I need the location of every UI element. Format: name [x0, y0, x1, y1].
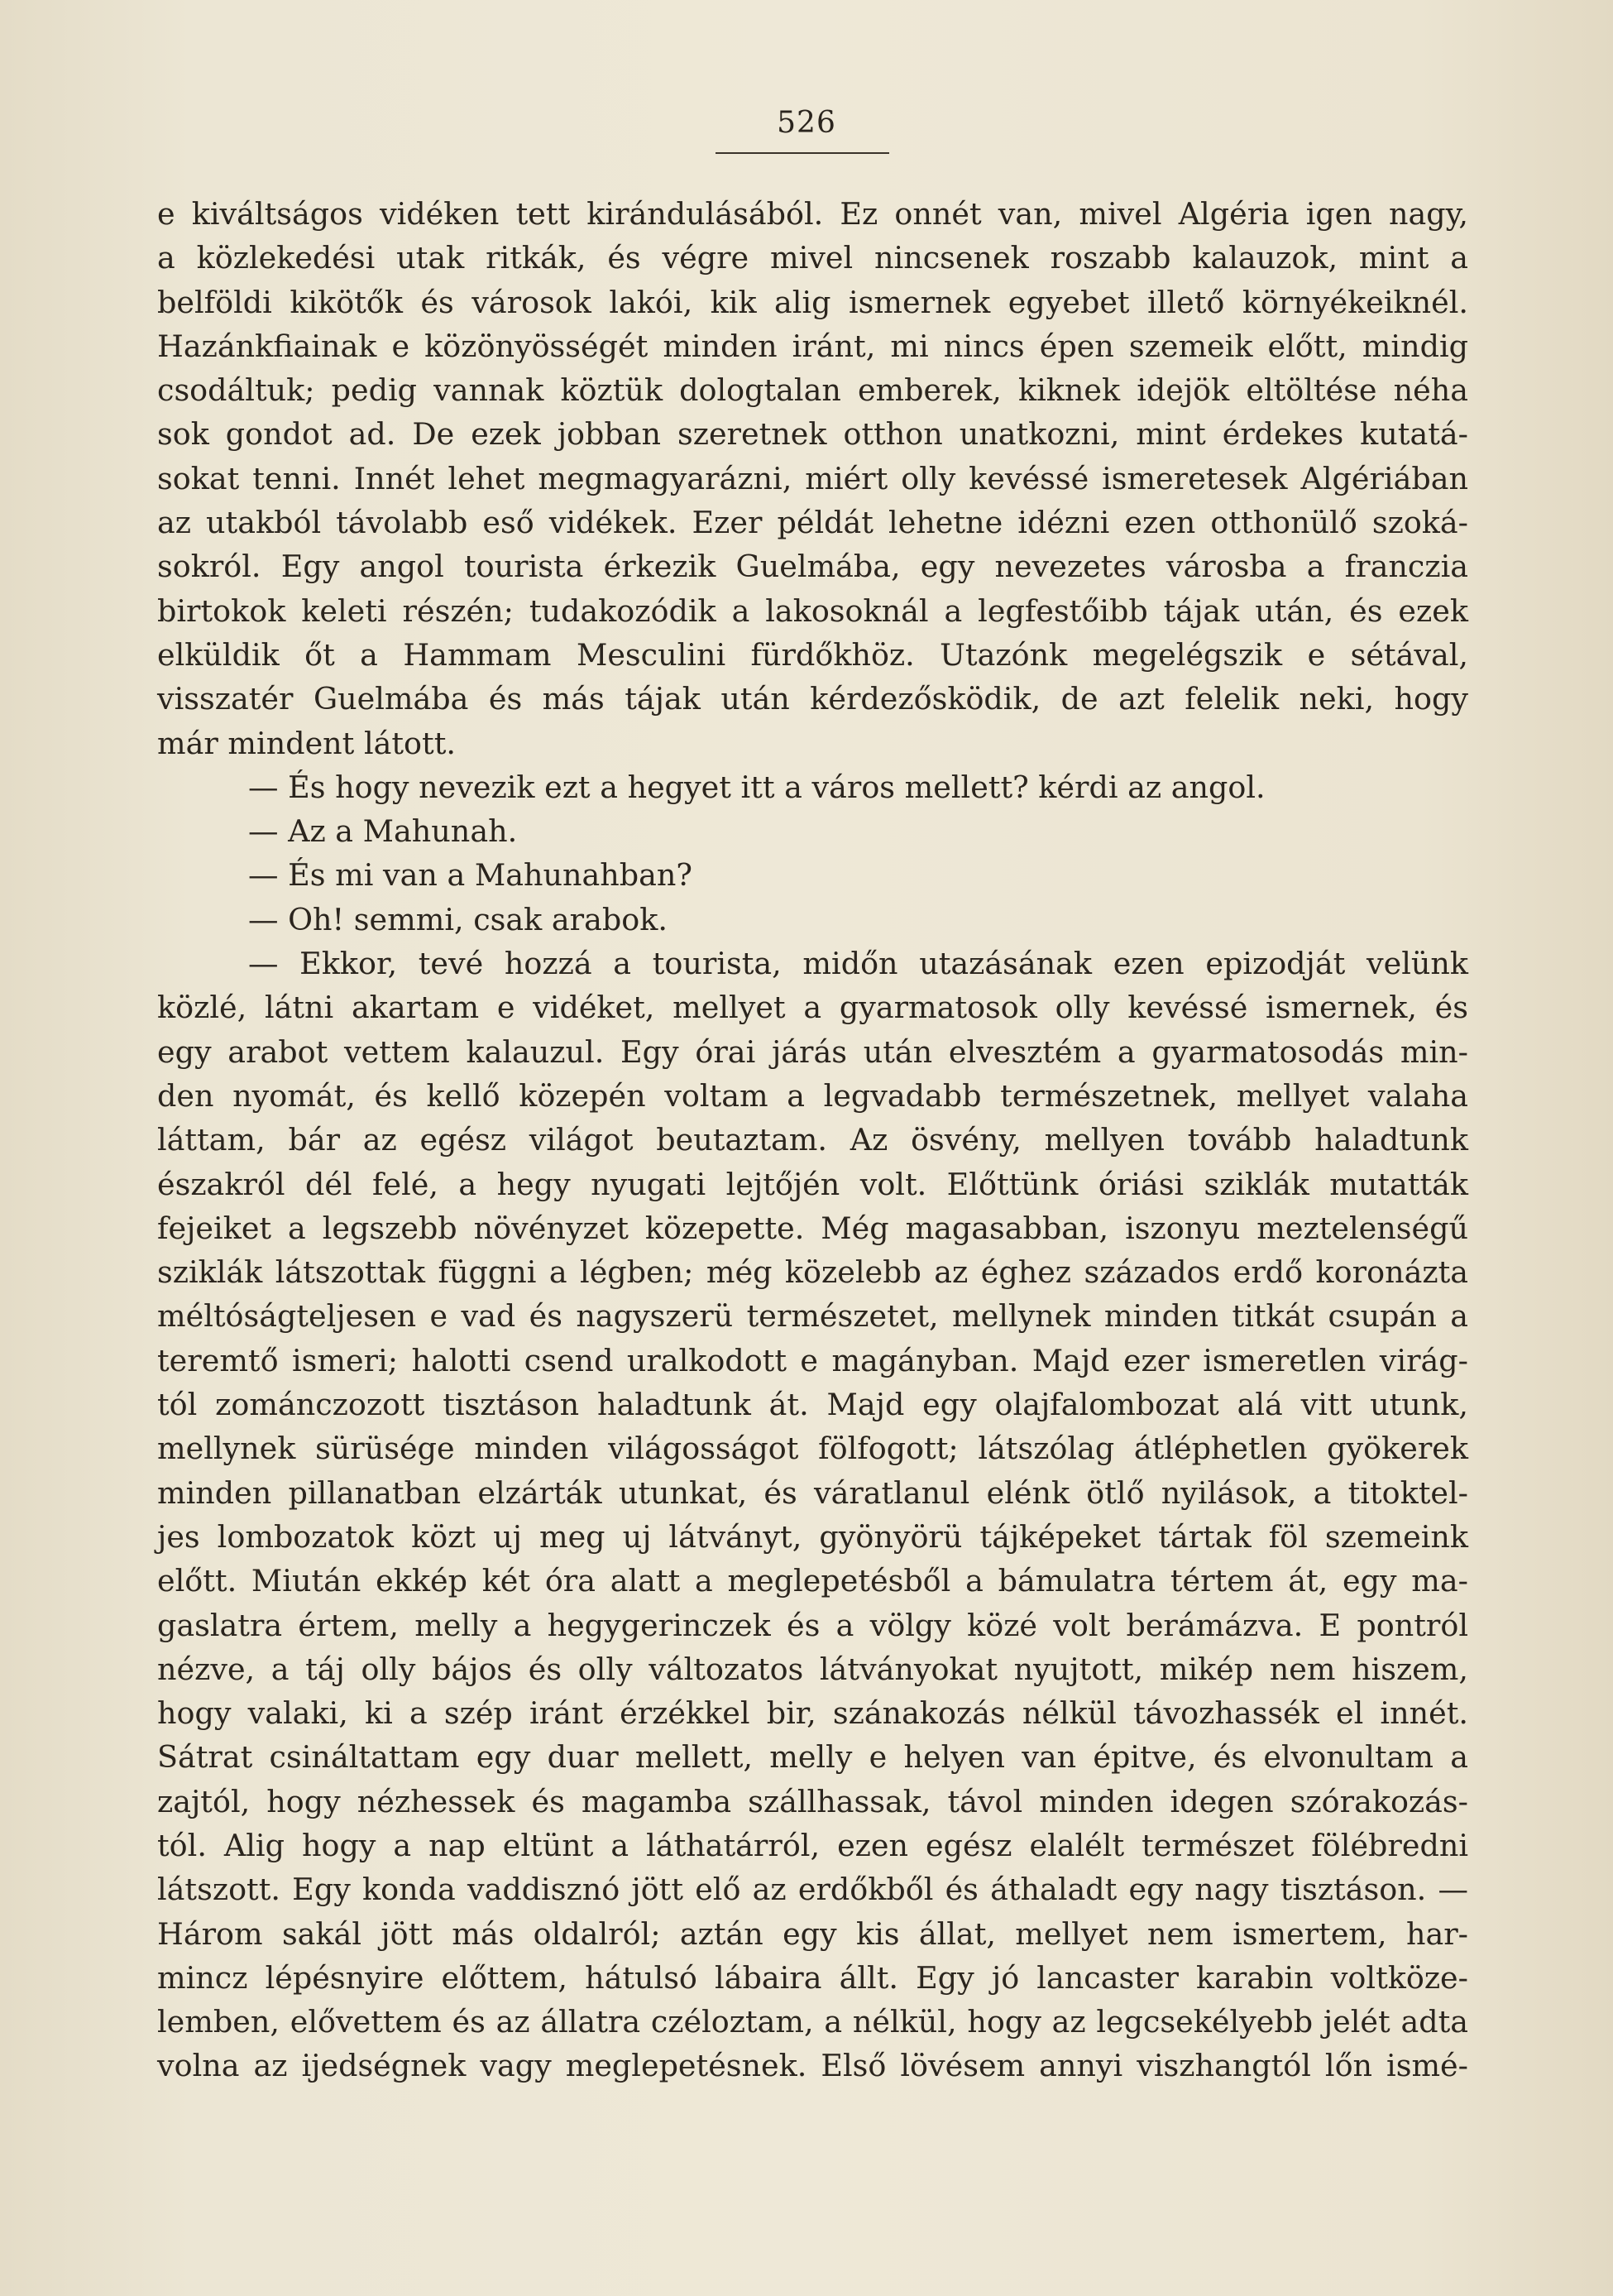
- text-line: e kiváltságos vidéken tett kirándulásából. Ez onnét van, mivel Algéria igen nagy,: [157, 196, 1468, 232]
- text-line: látszott. Egy konda vaddisznó jött elő az erdőkből és áthaladt egy nagy tisztáson. —: [157, 1872, 1468, 1908]
- text-line: — És mi van a Mahunahban?: [248, 857, 692, 894]
- page-number: 526: [777, 106, 836, 140]
- text-line: — Az a Mahunah.: [248, 813, 518, 850]
- text-line: — Ekkor, tevé hozzá a tourista, midőn utazásának ezen epizodját velünk: [248, 946, 1468, 982]
- text-line: Sátrat csináltattam egy duar mellett, melly e helyen van épitve, és elvonultam a: [157, 1739, 1468, 1776]
- text-line: sokról. Egy angol tourista érkezik Guelmába, egy nevezetes városba a franczia: [157, 549, 1468, 585]
- text-line: méltóságteljesen e vad és nagyszerü természetet, mellynek minden titkát csupán a: [157, 1298, 1468, 1335]
- text-line: láttam, bár az egész világot beutaztam. Az ösvény, mellyen tovább haladtunk: [157, 1122, 1468, 1158]
- text-line: sokat tenni. Innét lehet megmagyarázni, miért olly kevéssé ismeretesek Algériában: [157, 460, 1468, 496]
- text-line: sziklák látszottak függni a légben; még közelebb az éghez százados erdő koronázta: [157, 1254, 1468, 1291]
- text-line: a közlekedési utak ritkák, és végre mivel nincsenek roszabb kalauzok, mint a: [157, 240, 1468, 276]
- text-line: visszatér Guelmába és más tájak után kérdezősködik, de azt felelik neki, hogy: [157, 681, 1468, 717]
- text-line: mincz lépésnyire előttem, hátulsó lábaira állt. Egy jó lancaster karabin voltköze-: [157, 1959, 1468, 1996]
- text-line: Három sakál jött más oldalról; aztán egy kis állat, mellyet nem ismertem, har-: [157, 1915, 1468, 1952]
- text-line: gaslatra értem, melly a hegygerinczek és a völgy közé volt berámázva. E pontról: [157, 1607, 1468, 1643]
- header-rule: [716, 152, 889, 154]
- text-line: tól zománczozott tisztáson haladtunk át. Majd egy olajfalombozat alá vitt utunk,: [157, 1387, 1468, 1423]
- text-line: — És hogy nevezik ezt a hegyet itt a város mellett? kérdi az angol.: [248, 769, 1266, 805]
- text-line: den nyomát, és kellő közepén voltam a legvadabb természetnek, mellyet valaha: [157, 1077, 1468, 1114]
- text-line: közlé, látni akartam e vidéket, mellyet a gyarmatosok olly kevéssé ismernek, és: [157, 990, 1468, 1026]
- body-text: [157, 192, 1468, 2088]
- text-line: nézve, a táj olly bájos és olly változatos látványokat nyujtott, mikép nem hiszem,: [157, 1651, 1468, 1687]
- text-line: sok gondot ad. De ezek jobban szeretnek otthon unatkozni, mint érdekes kutatá-: [157, 416, 1468, 453]
- text-line: jes lombozatok közt uj meg uj látványt, gyönyörü tájképeket tártak föl szemeink: [157, 1518, 1468, 1555]
- text-line: belföldi kikötők és városok lakói, kik alig ismernek egyebet illető környékeiknél.: [157, 284, 1468, 320]
- text-line: volna az ijedségnek vagy meglepetésnek. Első lövésem annyi viszhangtól lőn ismé-: [157, 2048, 1468, 2084]
- text-line: már mindent látott.: [157, 725, 456, 761]
- text-line: előtt. Miután ekkép két óra alatt a meglepetésből a bámulatra tértem át, egy ma-: [157, 1563, 1468, 1599]
- text-line: északról dél felé, a hegy nyugati lejtőjén volt. Előttünk óriási sziklák mutatták: [157, 1166, 1468, 1202]
- text-line: egy arabot vettem kalauzul. Egy órai járás után elvesztém a gyarmatosodás min-: [157, 1033, 1468, 1070]
- text-line: teremtő ismeri; halotti csend uralkodott e magányban. Majd ezer ismeretlen virág-: [157, 1342, 1468, 1378]
- text-line: fejeiket a legszebb növényzet közepette. Még magasabban, iszonyu meztelenségű: [157, 1210, 1468, 1246]
- text-line: zajtól, hogy nézhessek és magamba szállhassak, távol minden idegen szórakozás-: [157, 1783, 1468, 1819]
- text-line: mellynek sürüsége minden világosságot fölfogott; látszólag átléphetlen gyökerek: [157, 1431, 1468, 1467]
- text-line: hogy valaki, ki a szép iránt érzékkel bir, szánakozás nélkül távozhassék el innét.: [157, 1695, 1468, 1732]
- text-line: Hazánkfiainak e közönyösségét minden iránt, mi nincs épen szemeik előtt, mindig: [157, 328, 1468, 364]
- text-line: — Oh! semmi, csak arabok.: [248, 901, 668, 937]
- text-line: elküldik őt a Hammam Mesculini fürdőkhöz. Utazónk megelégszik e sétával,: [157, 636, 1468, 673]
- text-line: birtokok keleti részén; tudakozódik a lakosoknál a legfestőibb tájak után, és ezek: [157, 592, 1468, 629]
- text-line: minden pillanatban elzárták utunkat, és váratlanul elénk ötlő nyilások, a titoktel-: [157, 1474, 1468, 1511]
- text-line: tól. Alig hogy a nap eltünt a láthatárról, ezen egész elalélt természet fölébredni: [157, 1827, 1468, 1863]
- text-line: lemben, elővettem és az állatra czéloztam, a nélkül, hogy az legcsekélyebb jelét adta: [157, 2004, 1468, 2040]
- text-line: csodáltuk; pedig vannak köztük dologtalan emberek, kiknek idejök eltöltése néha: [157, 372, 1468, 409]
- text-line: az utakból távolabb eső vidékek. Ezer példát lehetne idézni ezen otthonülő szoká-: [157, 505, 1468, 541]
